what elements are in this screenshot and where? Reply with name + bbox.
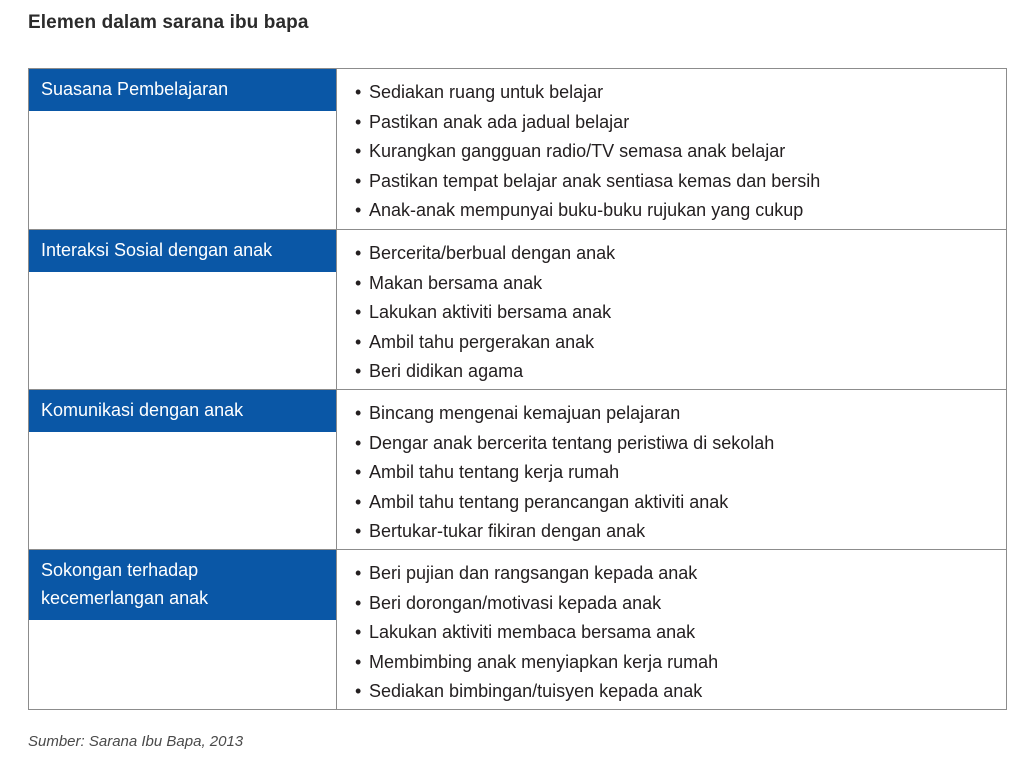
category-label: Interaksi Sosial dengan anak (29, 230, 336, 272)
row-items-cell (337, 390, 1006, 549)
table-row (29, 69, 1006, 229)
row-items-cell (337, 550, 1006, 709)
bullet-icon: • (355, 491, 362, 512)
list-item: • Lakukan aktiviti membaca bersama anak (355, 618, 1006, 648)
row-items-cell (337, 230, 1006, 389)
category-label: Komunikasi dengan anak (29, 390, 336, 432)
bullet-icon: • (355, 651, 362, 672)
list-item: • Ambil tahu tentang kerja rumah (355, 458, 1006, 488)
bullet-icon: • (355, 432, 362, 453)
table-row (29, 389, 1006, 549)
bullet-icon: • (355, 141, 362, 161)
bullet-icon: • (355, 403, 362, 423)
list-item: • Pastikan tempat belajar anak sentiasa kemas dan bersih (355, 167, 1006, 197)
bullet-icon: • (355, 622, 362, 642)
bullet-icon: • (355, 331, 362, 352)
bullet-icon: • (355, 111, 362, 132)
source-caption: Sumber: Sarana Ibu Bapa, 2013 (28, 733, 244, 750)
list-item: • Beri pujian dan rangsangan kepada anak (355, 559, 1006, 589)
bullet-icon: • (355, 200, 362, 220)
list-item: • Bercerita/berbual dengan anak (355, 239, 1006, 269)
list-item: • Bincang mengenai kemajuan pelajaran (355, 399, 1006, 429)
bullet-icon: • (355, 563, 362, 583)
page-title: Elemen dalam sarana ibu bapa (28, 12, 309, 33)
bullet-icon: • (355, 521, 362, 541)
list-item: • Makan bersama anak (355, 269, 1006, 299)
list-item: • Beri didikan agama (355, 357, 1006, 387)
bullet-icon: • (355, 592, 362, 613)
list-item: • Sediakan bimbingan/tuisyen kepada anak (355, 677, 1006, 707)
bullet-icon: • (355, 681, 362, 701)
row-category-cell (29, 390, 337, 549)
row-category-cell (29, 230, 337, 389)
list-item: • Dengar anak bercerita tentang peristiwa di sekolah (355, 429, 1006, 459)
bullet-icon: • (355, 170, 362, 191)
table-row (29, 549, 1006, 709)
list-item: • Ambil tahu tentang perancangan aktiviti anak (355, 488, 1006, 518)
list-item: • Beri dorongan/motivasi kepada anak (355, 589, 1006, 619)
category-label: Sokongan terhadap kecemerlangan anak (29, 550, 336, 620)
bullet-icon: • (355, 82, 362, 102)
category-label: Suasana Pembelajaran (29, 69, 336, 111)
list-item: • Membimbing anak menyiapkan kerja rumah (355, 648, 1006, 678)
list-item: • Kurangkan gangguan radio/TV semasa anak belajar (355, 137, 1006, 167)
bullet-icon: • (355, 302, 362, 322)
row-category-cell (29, 69, 337, 229)
list-item: • Anak-anak mempunyai buku-buku rujukan yang cukup (355, 196, 1006, 226)
bullet-icon: • (355, 462, 362, 482)
bullet-icon: • (355, 272, 362, 293)
list-item: • Ambil tahu pergerakan anak (355, 328, 1006, 358)
list-item: • Lakukan aktiviti bersama anak (355, 298, 1006, 328)
bullet-icon: • (355, 243, 362, 263)
elements-table (28, 68, 1007, 710)
row-items-cell (337, 69, 1006, 229)
table-row (29, 229, 1006, 389)
row-category-cell (29, 550, 337, 709)
bullet-icon: • (355, 361, 362, 381)
list-item: • Bertukar-tukar fikiran dengan anak (355, 517, 1006, 547)
list-item: • Pastikan anak ada jadual belajar (355, 108, 1006, 138)
list-item: • Sediakan ruang untuk belajar (355, 78, 1006, 108)
